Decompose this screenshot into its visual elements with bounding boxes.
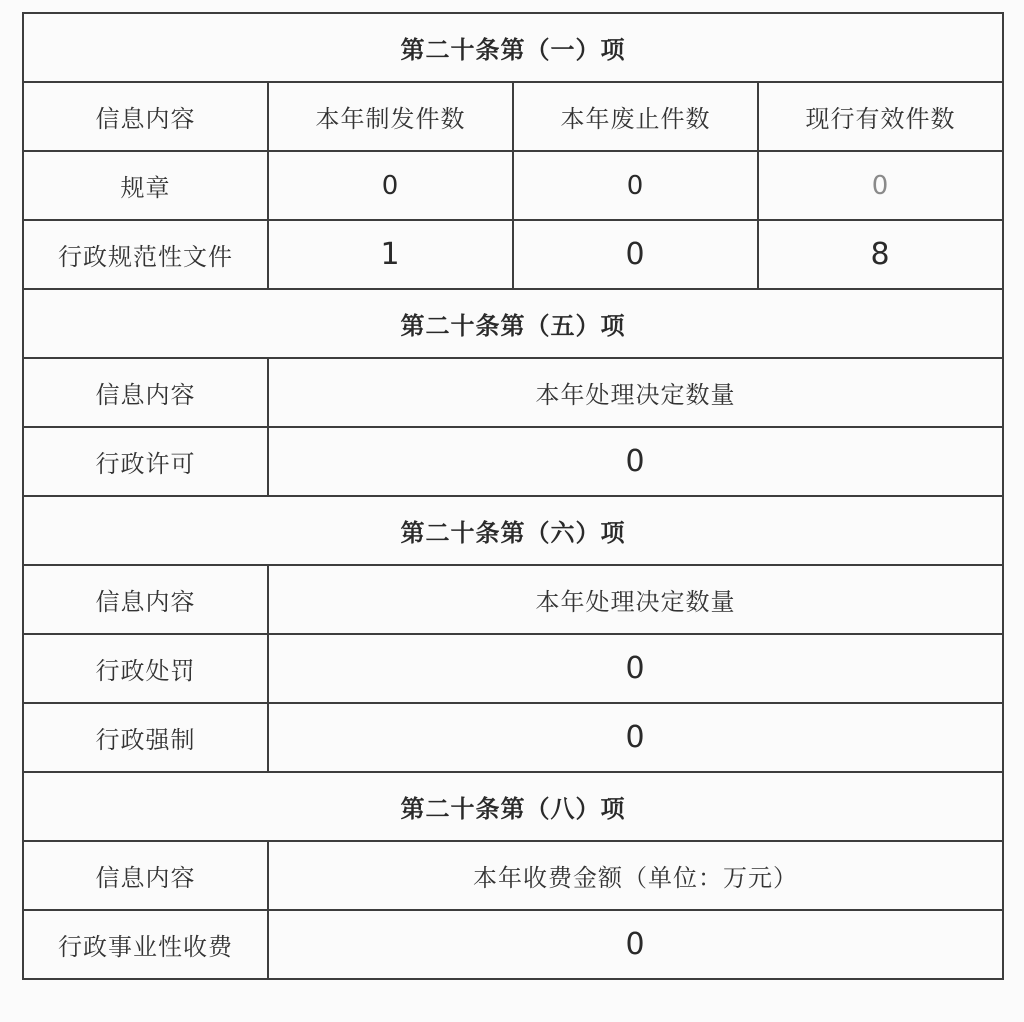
section-row bbox=[23, 13, 1003, 82]
column-header: 信息内容 bbox=[23, 565, 268, 634]
column-header: 现行有效件数 bbox=[758, 82, 1003, 151]
cell-value: 0 bbox=[268, 151, 513, 220]
section-row bbox=[23, 289, 1003, 358]
cell-value: 0 bbox=[268, 910, 1003, 979]
column-header: 信息内容 bbox=[23, 82, 268, 151]
disclosure-table bbox=[22, 12, 1004, 980]
row-label: 行政事业性收费 bbox=[23, 910, 268, 979]
section-title: 第二十条第（五）项 bbox=[23, 289, 1003, 358]
column-header: 本年处理决定数量 bbox=[268, 565, 1003, 634]
row-label: 规章 bbox=[23, 151, 268, 220]
section-row bbox=[23, 772, 1003, 841]
section-title: 第二十条第（一）项 bbox=[23, 13, 1003, 82]
header-row bbox=[23, 565, 1003, 634]
table-row bbox=[23, 703, 1003, 772]
cell-value: 0 bbox=[268, 703, 1003, 772]
table-row bbox=[23, 910, 1003, 979]
cell-value: 8 bbox=[758, 220, 1003, 289]
row-label: 行政处罚 bbox=[23, 634, 268, 703]
row-label: 行政规范性文件 bbox=[23, 220, 268, 289]
section-row bbox=[23, 496, 1003, 565]
column-header: 本年处理决定数量 bbox=[268, 358, 1003, 427]
cell-value: 0 bbox=[268, 427, 1003, 496]
section-title: 第二十条第（八）项 bbox=[23, 772, 1003, 841]
column-header: 本年制发件数 bbox=[268, 82, 513, 151]
disclosure-table-sheet bbox=[22, 12, 1002, 980]
cell-value: 1 bbox=[268, 220, 513, 289]
column-header: 本年废止件数 bbox=[513, 82, 758, 151]
cell-value: 0 bbox=[268, 634, 1003, 703]
header-row bbox=[23, 82, 1003, 151]
column-header: 信息内容 bbox=[23, 358, 268, 427]
table-row bbox=[23, 220, 1003, 289]
table-row bbox=[23, 151, 1003, 220]
section-title: 第二十条第（六）项 bbox=[23, 496, 1003, 565]
header-row bbox=[23, 841, 1003, 910]
cell-value: 0 bbox=[513, 220, 758, 289]
cell-value: 0 bbox=[758, 151, 1003, 220]
column-header: 信息内容 bbox=[23, 841, 268, 910]
cell-value: 0 bbox=[513, 151, 758, 220]
table-row bbox=[23, 634, 1003, 703]
row-label: 行政许可 bbox=[23, 427, 268, 496]
table-row bbox=[23, 427, 1003, 496]
column-header: 本年收费金额（单位：万元） bbox=[268, 841, 1003, 910]
row-label: 行政强制 bbox=[23, 703, 268, 772]
header-row bbox=[23, 358, 1003, 427]
